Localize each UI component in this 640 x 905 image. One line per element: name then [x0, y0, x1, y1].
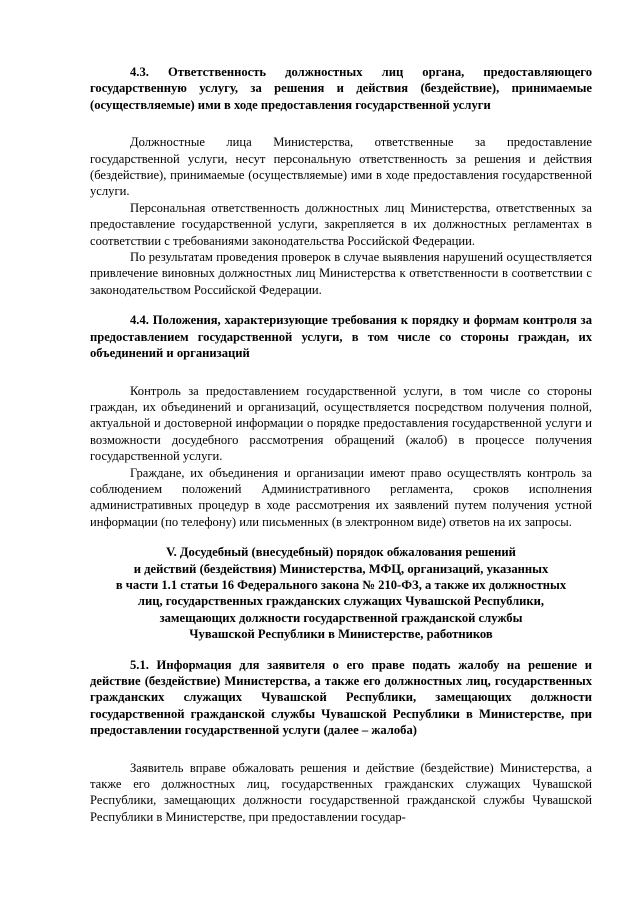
chapter-v-line-6: Чувашской Республики в Министерстве, работников [189, 627, 493, 642]
chapter-v-line-1: V. Досудебный (внесудебный) порядок обжалования решений [166, 545, 516, 560]
chapter-v-line-4: лиц, государственных гражданских служащих Чувашской Республики, [137, 594, 545, 609]
chapter-v-title [90, 544, 592, 642]
section-4-3-paragraph-3: По результатам проведения проверок в случае выявления нарушений осуществляется привлечение виновных должностных лиц Министерства к ответственности в соответствии с законодательством Российской Федерации. [90, 250, 592, 297]
section-4-4-paragraph-1: Контроль за предоставлением государственной услуги, в том числе со стороны граждан, их объединений и организаций, осуществляется посредством получения полной, актуальной и достоверной информации о порядке предоставления государственной услуги и возможности досудебного рассмотрения обращений (жалоб) в процессе получения государственной услуги. [90, 383, 592, 464]
chapter-v-line-2: и действий (бездействия) Министерства, МФЦ, организаций, указанных [133, 561, 549, 576]
section-4-3-paragraph-2: Персональная ответственность должностных лиц Министерства, ответственных за предоставление государственной услуги, закрепляется в их должностных регламентах в соответствии с требованиями законодательства Российской Федерации. [90, 200, 592, 248]
section-4-4-heading: 4.4. Положения, характеризующие требования к порядку и формам контроля за предоставлением государственной услуги, в том числе со стороны граждан, их объединений и организаций [90, 313, 592, 361]
section-4-4-paragraph-2: Граждане, их объединения и организации имеют право осуществлять контроль за соблюдением положений Административного регламента, сроков исполнения административных процедур в ходе рассмотрения их заявлений путем получения устной информации (по телефону) или письменных (в электронном виде) ответов на их запросы. [90, 465, 592, 529]
chapter-v-line-3: в части 1.1 статьи 16 Федерального закона № 210-ФЗ, а также их должностных [115, 577, 567, 592]
section-4-3-paragraph-1: Должностные лица Министерства, ответственные за предоставление государственной услуги, несут персональную ответственность за решения и действия (бездействие), принимаемые (осуществляемые) ими в ходе предоставления государственной услуги. [90, 135, 592, 199]
chapter-v-line-5: замещающих должности государственной гражданской службы [159, 610, 523, 625]
section-5-1-paragraph-1: Заявитель вправе обжаловать решения и действие (бездействие) Министерства, а также его должностных лиц, государственных гражданских служащих Чувашской Республики, замещающих должности государственной гражданской службы Чувашской Республики в Министерстве, при предоставлении государ- [90, 760, 592, 824]
section-5-1-heading: 5.1. Информация для заявителя о его праве подать жалобу на решение и действие (бездействие) Министерства, а также его должностных лиц, государственных гражданских служащих Чувашской Республики, замещающих должности государственной гражданской службы Чувашской Республики в Министерстве, при предоставлении государственной услуги (далее – жалоба) [90, 657, 592, 738]
section-4-3-heading: 4.3. Ответственность должностных лиц органа, предоставляющего государственную услугу, за решения и действия (бездействие), принимаемые (осуществляемые) ими в ходе предоставления государственной услуги [90, 65, 592, 112]
